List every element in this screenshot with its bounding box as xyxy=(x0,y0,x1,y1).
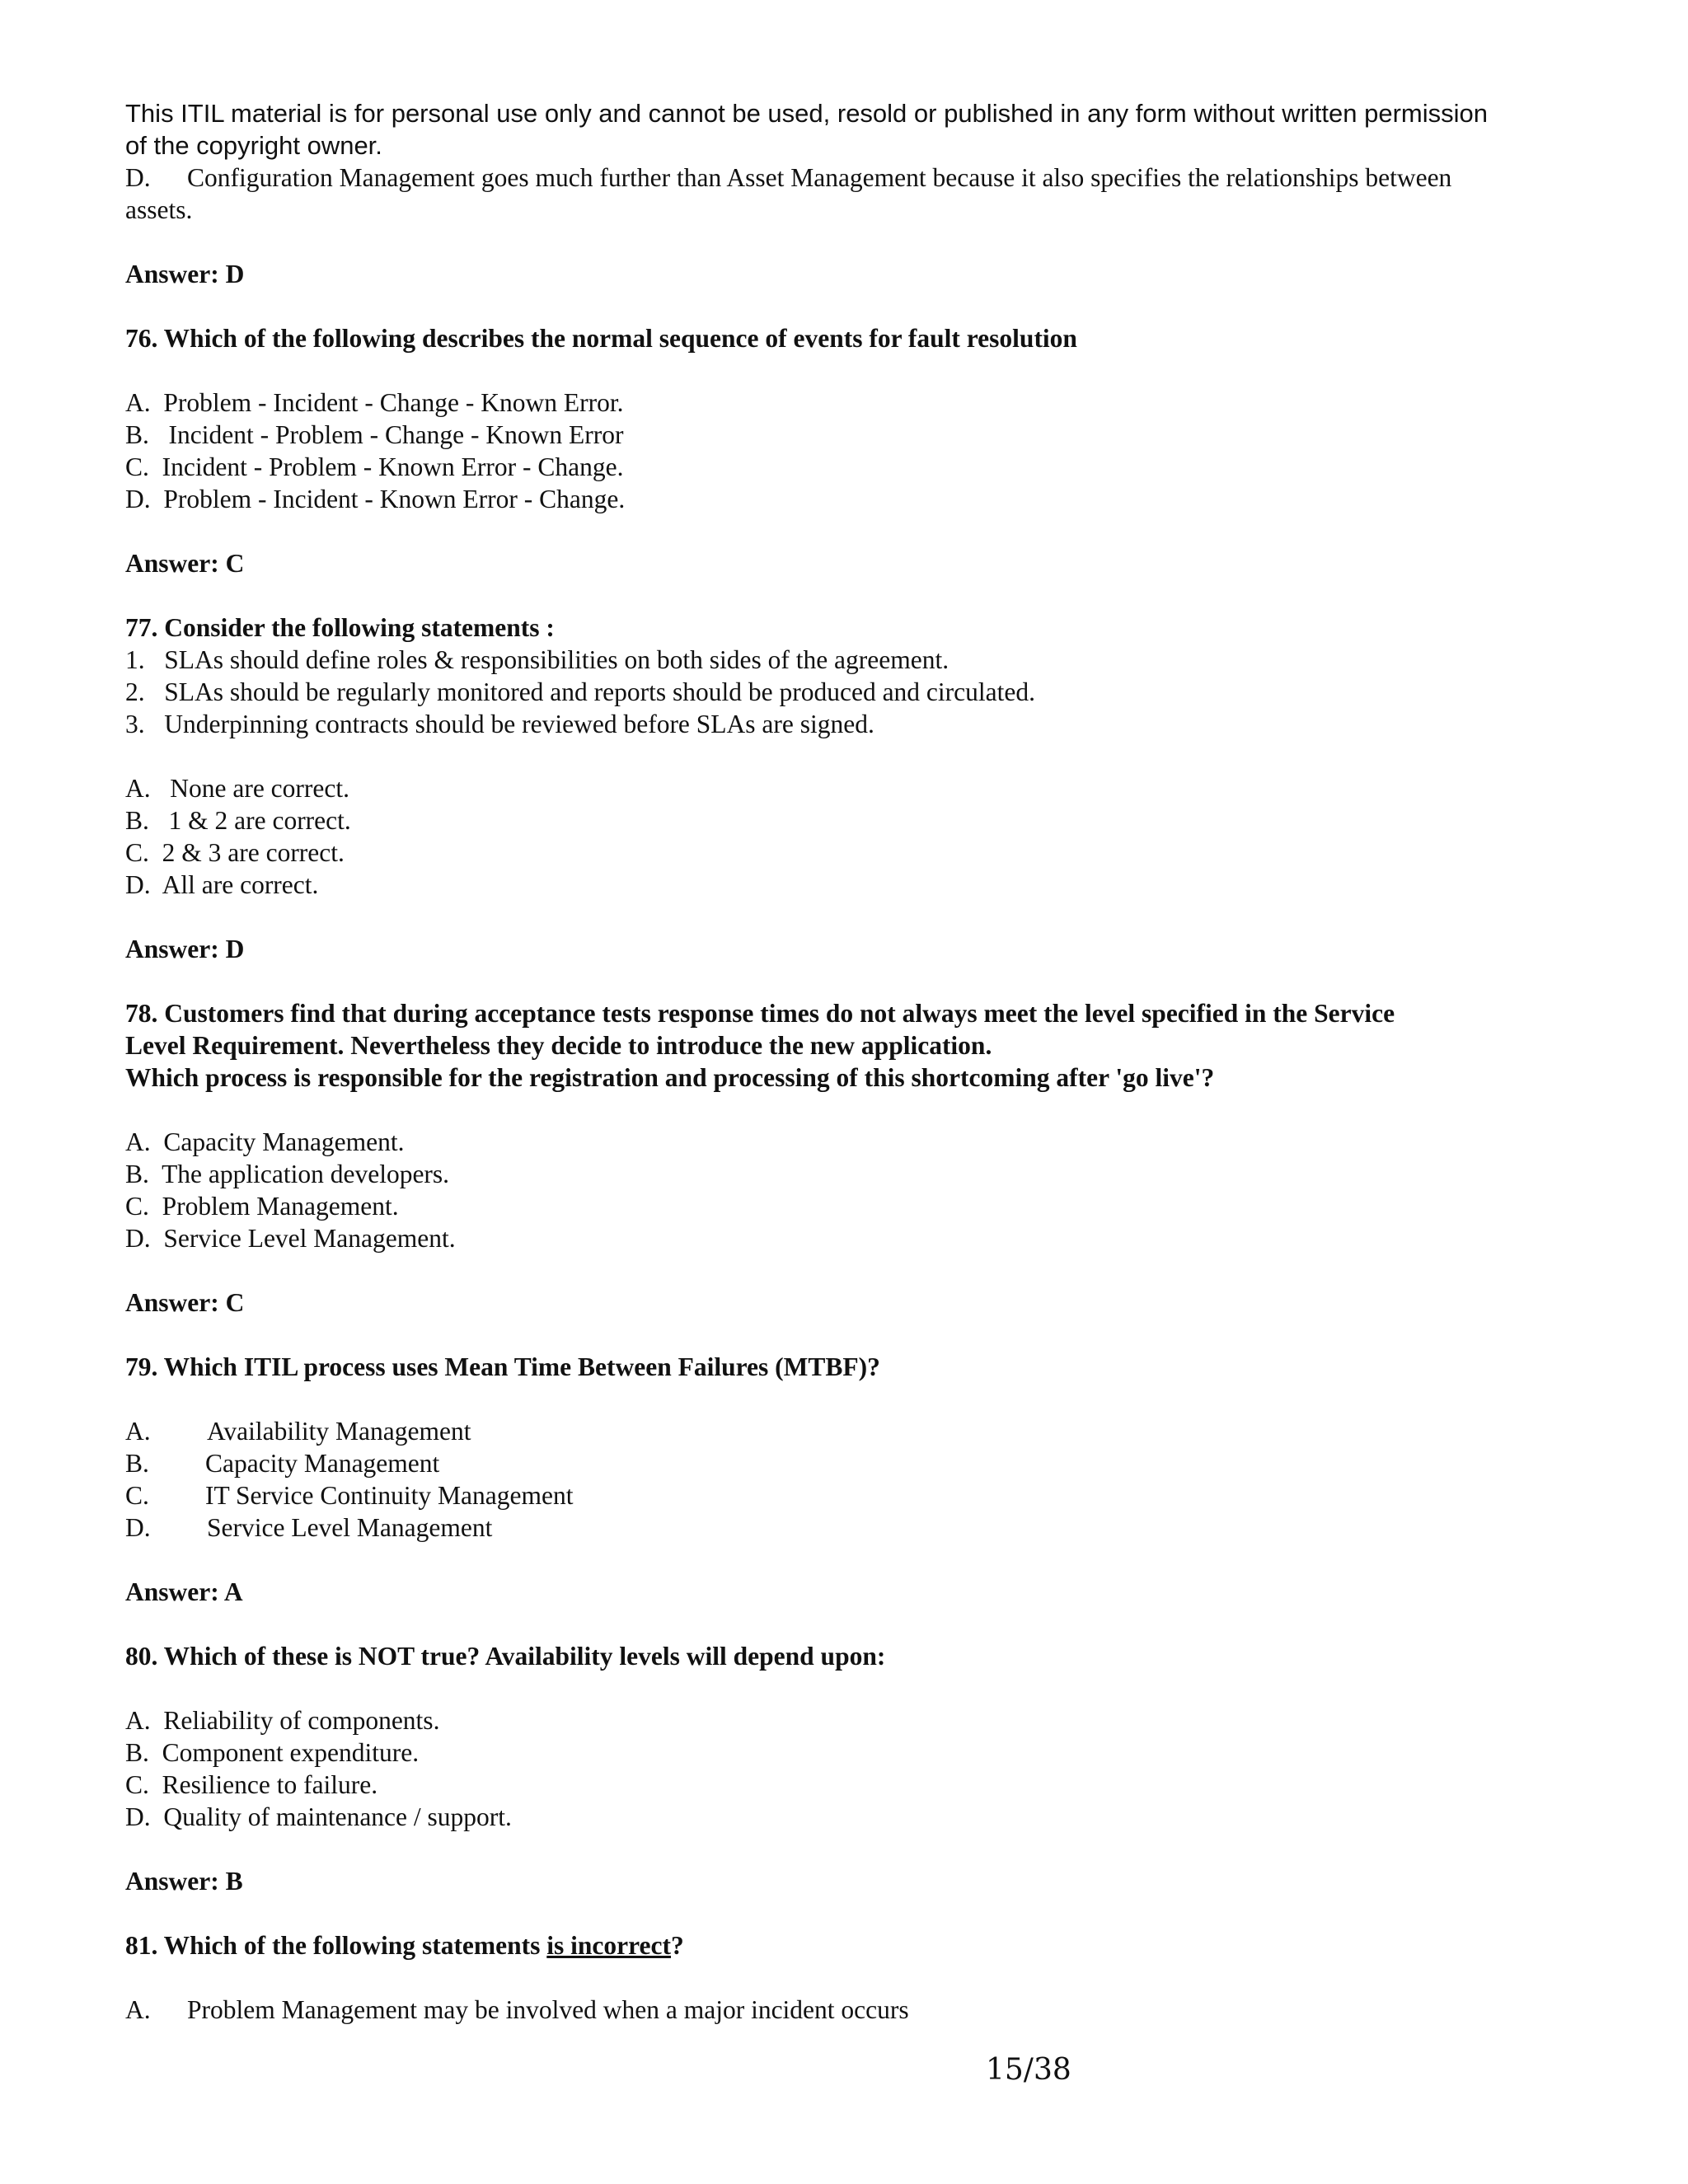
q79-answer: Answer: A xyxy=(125,1577,243,1606)
q77-statement-1: 1. SLAs should define roles & responsibilities on both sides of the agreement. xyxy=(125,645,950,674)
q81-option-a-letter: A. xyxy=(125,1995,151,2024)
q78-option-c: C. Problem Management. xyxy=(125,1192,399,1221)
q79-option-c-letter: C. xyxy=(125,1481,149,1510)
q79-option-d-text: Service Level Management xyxy=(207,1513,493,1542)
q75-option-d-letter: D. xyxy=(125,163,151,192)
q79-option-b xyxy=(125,1447,1493,1479)
copyright-notice: This ITIL material is for personal use only and cannot be used, resold or published in any form without written permission of the copyright owner. xyxy=(125,99,1489,160)
q76-option-d: D. Problem - Incident - Known Error - Change. xyxy=(125,485,626,513)
q79-option-a xyxy=(125,1415,1493,1447)
q80-question: 80. Which of these is NOT true? Availability levels will depend upon: xyxy=(125,1642,886,1671)
q77-question: 77. Consider the following statements : xyxy=(125,613,555,642)
q78-answer: Answer: C xyxy=(125,1288,245,1317)
q81-question xyxy=(125,1929,1493,1961)
document-page xyxy=(125,97,1493,2026)
q81-question-prefix: 81. Which of the following statements xyxy=(125,1931,547,1960)
q79-option-a-text: Availability Management xyxy=(207,1417,471,1446)
q81-question-underlined: is incorrect xyxy=(546,1931,672,1960)
q76-question: 76. Which of the following describes the normal sequence of events for fault resolution xyxy=(125,324,1077,353)
q75-option-d-text: Configuration Management goes much further than Asset Management because it also specifies the relationships between assets. xyxy=(125,163,1452,224)
q81-option-a xyxy=(125,1994,1493,2026)
q80-option-c: C. Resilience to failure. xyxy=(125,1770,378,1799)
q76-option-a: A. Problem - Incident - Change - Known Error. xyxy=(125,388,624,417)
q77-option-a: A. None are correct. xyxy=(125,774,349,803)
q79-option-b-letter: B. xyxy=(125,1449,149,1478)
q79-option-c-text: IT Service Continuity Management xyxy=(205,1481,574,1510)
q80-answer: Answer: B xyxy=(125,1867,243,1896)
q79-option-b-text: Capacity Management xyxy=(205,1449,440,1478)
q78-option-a: A. Capacity Management. xyxy=(125,1127,405,1156)
q80-option-a: A. Reliability of components. xyxy=(125,1706,440,1735)
q75-option-d xyxy=(125,162,1493,226)
q78-option-d: D. Service Level Management. xyxy=(125,1224,456,1253)
page-number: 15/38 xyxy=(986,2053,1071,2087)
q81-option-a-text: Problem Management may be involved when a major incident occurs xyxy=(187,1995,909,2024)
q77-answer: Answer: D xyxy=(125,935,245,963)
q78-question-line-2: Level Requirement. Nevertheless they decide to introduce the new application. xyxy=(125,1031,992,1060)
q77-statement-2: 2. SLAs should be regularly monitored and reports should be produced and circulated. xyxy=(125,677,1035,706)
q76-option-c: C. Incident - Problem - Known Error - Change. xyxy=(125,452,624,481)
q79-option-a-letter: A. xyxy=(125,1417,151,1446)
q76-option-b: B. Incident - Problem - Change - Known Error xyxy=(125,420,624,449)
q78-option-b: B. The application developers. xyxy=(125,1160,450,1188)
q77-statement-3: 3. Underpinning contracts should be reviewed before SLAs are signed. xyxy=(125,710,874,738)
q75-answer: Answer: D xyxy=(125,260,245,288)
q76-answer: Answer: C xyxy=(125,549,245,578)
q78-question-line-3: Which process is responsible for the registration and processing of this shortcoming after 'go live'? xyxy=(125,1063,1215,1092)
q77-option-c: C. 2 & 3 are correct. xyxy=(125,838,345,867)
q77-option-b: B. 1 & 2 are correct. xyxy=(125,806,351,835)
q81-question-suffix: ? xyxy=(671,1931,684,1960)
q79-question: 79. Which ITIL process uses Mean Time Between Failures (MTBF)? xyxy=(125,1352,880,1381)
q78-question-line-1: 78. Customers find that during acceptance tests response times do not always meet the level specified in the Service xyxy=(125,999,1395,1028)
q80-option-d: D. Quality of maintenance / support. xyxy=(125,1802,512,1831)
q80-option-b: B. Component expenditure. xyxy=(125,1738,420,1767)
q77-option-d: D. All are correct. xyxy=(125,870,319,899)
q79-option-c xyxy=(125,1479,1493,1511)
q79-option-d-letter: D. xyxy=(125,1513,151,1542)
q79-option-d xyxy=(125,1511,1493,1544)
